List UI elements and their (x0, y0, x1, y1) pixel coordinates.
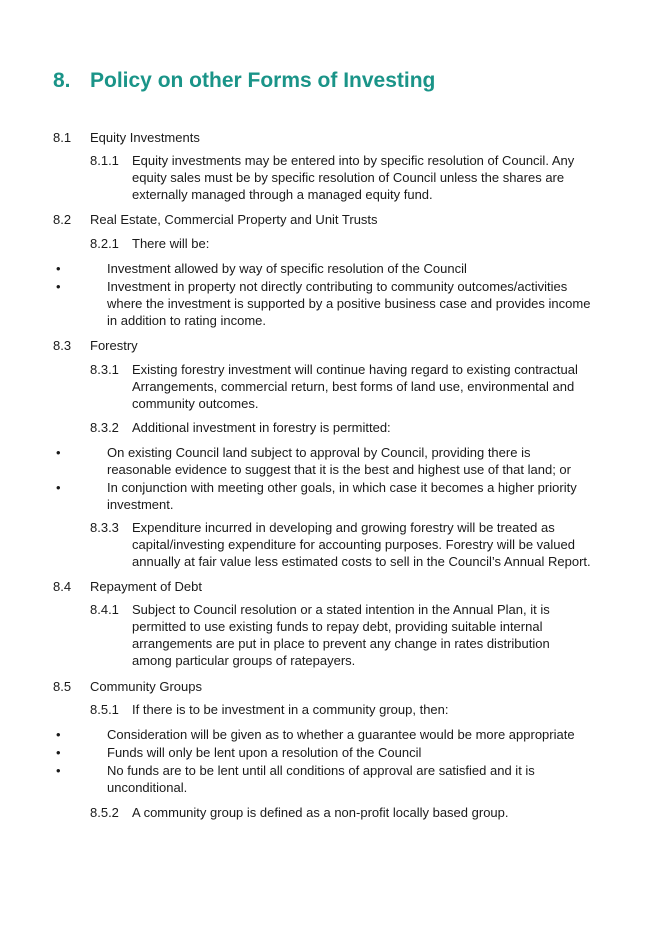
section-number: 8.3 (53, 338, 72, 353)
bullet-icon: • (56, 727, 61, 742)
page-heading (53, 69, 435, 93)
subsection-number: 8.3.1 (90, 362, 119, 377)
section-title: Real Estate, Commercial Property and Unit Trusts (90, 212, 378, 227)
section-title: Repayment of Debt (90, 579, 203, 594)
heading-number: 8. (53, 69, 71, 92)
subsection-text: Additional investment in forestry is permitted: (132, 420, 391, 435)
bullet-text: Investment in property not directly contributing to community outcomes/activities where the investment is supported by a positive business case and provides income in addition to rating income. (107, 279, 591, 328)
section-number: 8.1 (53, 130, 72, 145)
subsection-text: Subject to Council resolution or a stated intention in the Annual Plan, it is permitted to use existing funds to repay debt, providing suitable internal arrangements are put in place to prevent any change in rates distribution among particular groups of ratepayers. (132, 602, 550, 668)
subsection-text: Equity investments may be entered into by specific resolution of Council. Any equity sales must be by specific resolution of Council unless the shares are externally managed through a managed equity fund. (132, 153, 575, 202)
section-title: Equity Investments (90, 130, 200, 145)
subsection-number: 8.1.1 (90, 153, 119, 168)
subsection-number: 8.4.1 (90, 602, 119, 617)
bullet-text: On existing Council land subject to approval by Council, providing there is reasonable evidence to suggest that it is the best and highest use of that land; or (107, 445, 571, 477)
bullet-text: Funds will only be lent upon a resolution of the Council (107, 745, 422, 760)
bullet-icon: • (56, 763, 61, 778)
bullet-icon: • (56, 279, 61, 294)
subsection-number: 8.5.2 (90, 805, 119, 820)
bullet-text: Investment allowed by way of specific resolution of the Council (107, 261, 467, 276)
heading-title: Policy on other Forms of Investing (90, 69, 436, 92)
subsection-number: 8.3.3 (90, 520, 119, 535)
section-number: 8.5 (53, 679, 72, 694)
bullet-icon: • (56, 261, 61, 276)
bullet-icon: • (56, 445, 61, 460)
section-number: 8.2 (53, 212, 72, 227)
subsection-text: There will be: (132, 236, 210, 251)
bullet-text: In conjunction with meeting other goals, in which case it becomes a higher priority investment. (107, 480, 577, 512)
subsection-text: If there is to be investment in a community group, then: (132, 702, 449, 717)
subsection-text: Existing forestry investment will continue having regard to existing contractual Arrangements, commercial return, best forms of land use, environmental and community outcomes. (132, 362, 578, 411)
subsection-text: A community group is defined as a non-profit locally based group. (132, 805, 509, 820)
section-title: Forestry (90, 338, 138, 353)
bullet-text: Consideration will be given as to whether a guarantee would be more appropriate (107, 727, 575, 742)
subsection-number: 8.5.1 (90, 702, 119, 717)
bullet-icon: • (56, 745, 61, 760)
subsection-text: Expenditure incurred in developing and growing forestry will be treated as capital/investing expenditure for accounting purposes. Forestry will be valued annually at fair value less estimated costs to sell in the Council’s Annual Report. (132, 520, 591, 569)
bullet-text: No funds are to be lent until all conditions of approval are satisfied and it is unconditional. (107, 763, 535, 795)
section-title: Community Groups (90, 679, 202, 694)
bullet-icon: • (56, 480, 61, 495)
subsection-number: 8.3.2 (90, 420, 119, 435)
subsection-number: 8.2.1 (90, 236, 119, 251)
section-number: 8.4 (53, 579, 72, 594)
